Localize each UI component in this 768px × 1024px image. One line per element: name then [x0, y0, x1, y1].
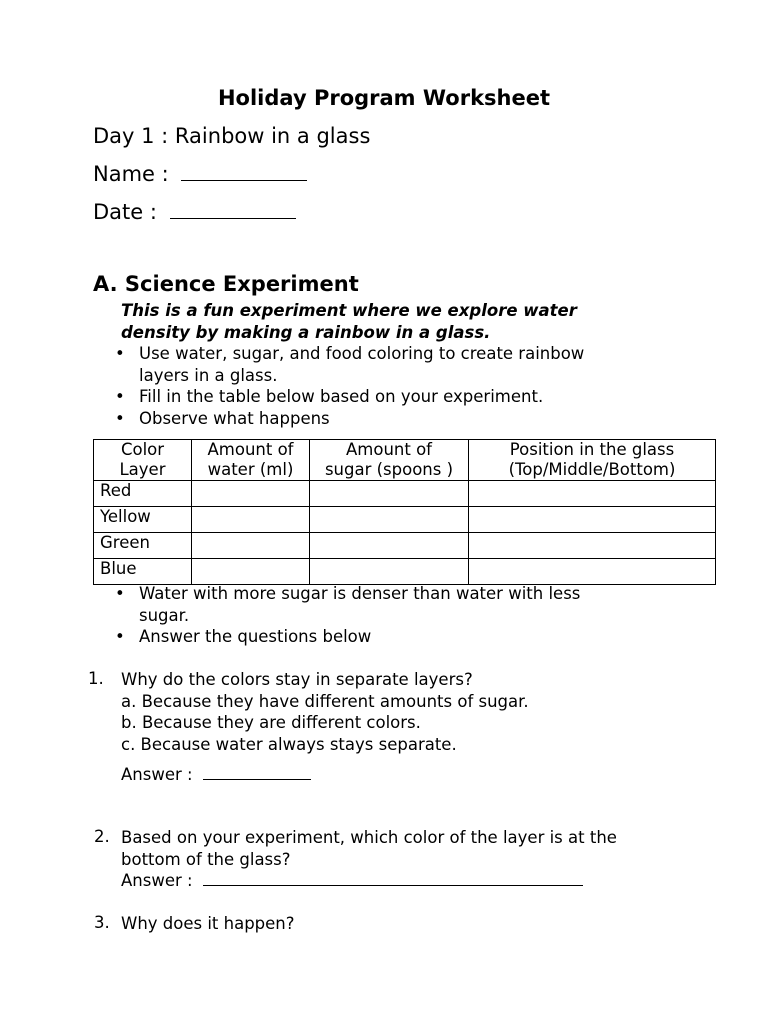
day-heading: Day 1 : Rainbow in a glass: [93, 124, 371, 148]
table-cell-water-input[interactable]: [192, 533, 310, 559]
table-cell-color: Red: [94, 481, 192, 507]
table-header-water: Amount of water (ml): [192, 440, 310, 481]
table-cell-color: Green: [94, 533, 192, 559]
table-row: [94, 507, 716, 533]
table-row: [94, 481, 716, 507]
table-cell-position-input[interactable]: [469, 481, 716, 507]
table-row: [94, 533, 716, 559]
name-label: Name :: [93, 162, 169, 186]
answer-label: Answer :: [121, 871, 193, 890]
date-line: [93, 200, 296, 224]
question-text: Based on your experiment, which color of the layer is at the: [121, 828, 617, 847]
table-cell-sugar-input[interactable]: [310, 533, 469, 559]
date-field[interactable]: [170, 218, 296, 219]
worksheet-title: Holiday Program Worksheet: [217, 86, 551, 110]
intro-line: density by making a rainbow in a glass.: [121, 322, 491, 342]
question-3: Why does it happen?: [121, 914, 295, 933]
answer-field[interactable]: [203, 885, 583, 886]
table-cell-water-input[interactable]: [192, 481, 310, 507]
option-c: c. Because water always stays separate.: [121, 734, 457, 754]
question-number: 3.: [94, 913, 110, 932]
table-header-row: [94, 440, 716, 481]
table-cell-water-input[interactable]: [192, 559, 310, 585]
list-item: • Use water, sugar, and food coloring to create rainbow layers in a glass.: [115, 344, 585, 385]
table-cell-sugar-input[interactable]: [310, 559, 469, 585]
bullet-icon: •: [115, 627, 125, 646]
bullet-icon: •: [115, 387, 125, 406]
name-line: [93, 162, 307, 186]
answer-field[interactable]: [203, 779, 311, 780]
table-cell-color: Yellow: [94, 507, 192, 533]
answer-line-1: [121, 764, 311, 786]
instructions-list: [93, 343, 584, 429]
section-heading: A. Science Experiment: [93, 272, 359, 296]
answer-line-2: [121, 870, 617, 892]
question-2: [121, 827, 617, 892]
name-field[interactable]: [181, 180, 307, 181]
table-cell-position-input[interactable]: [469, 559, 716, 585]
notes-list: [93, 583, 580, 648]
answer-label: Answer :: [121, 765, 193, 784]
table-row: [94, 559, 716, 585]
bullet-icon: •: [115, 408, 125, 428]
table-cell-sugar-input[interactable]: [310, 507, 469, 533]
question-text: bottom of the glass?: [121, 849, 291, 869]
bullet-icon: •: [115, 344, 125, 363]
option-a: a. Because they have different amounts of sugar.: [121, 691, 529, 711]
intro-line: This is a fun experiment where we explore water: [121, 301, 577, 320]
table-cell-position-input[interactable]: [469, 507, 716, 533]
question-number: 2.: [94, 827, 110, 846]
table-header-position: Position in the glass (Top/Middle/Bottom): [469, 440, 716, 481]
list-item: • Observe what happens: [115, 408, 330, 428]
experiment-table: [93, 439, 716, 585]
bullet-icon: •: [115, 584, 125, 603]
intro-text: [121, 300, 577, 343]
list-item: • Fill in the table below based on your experiment.: [115, 387, 544, 406]
table-cell-water-input[interactable]: [192, 507, 310, 533]
table-header-sugar: Amount of sugar (spoons ): [310, 440, 469, 481]
list-item: • Answer the questions below: [115, 627, 372, 646]
table-cell-position-input[interactable]: [469, 533, 716, 559]
question-number: 1.: [88, 669, 104, 688]
table-cell-sugar-input[interactable]: [310, 481, 469, 507]
list-item: • Water with more sugar is denser than water with less sugar.: [115, 584, 581, 625]
date-label: Date :: [93, 200, 157, 224]
option-b: b. Because they are different colors.: [121, 713, 421, 732]
table-cell-color: Blue: [94, 559, 192, 585]
question-text: Why do the colors stay in separate layers?: [121, 670, 473, 689]
table-header-color-layer: Color Layer: [94, 440, 192, 481]
question-1: [121, 669, 529, 755]
